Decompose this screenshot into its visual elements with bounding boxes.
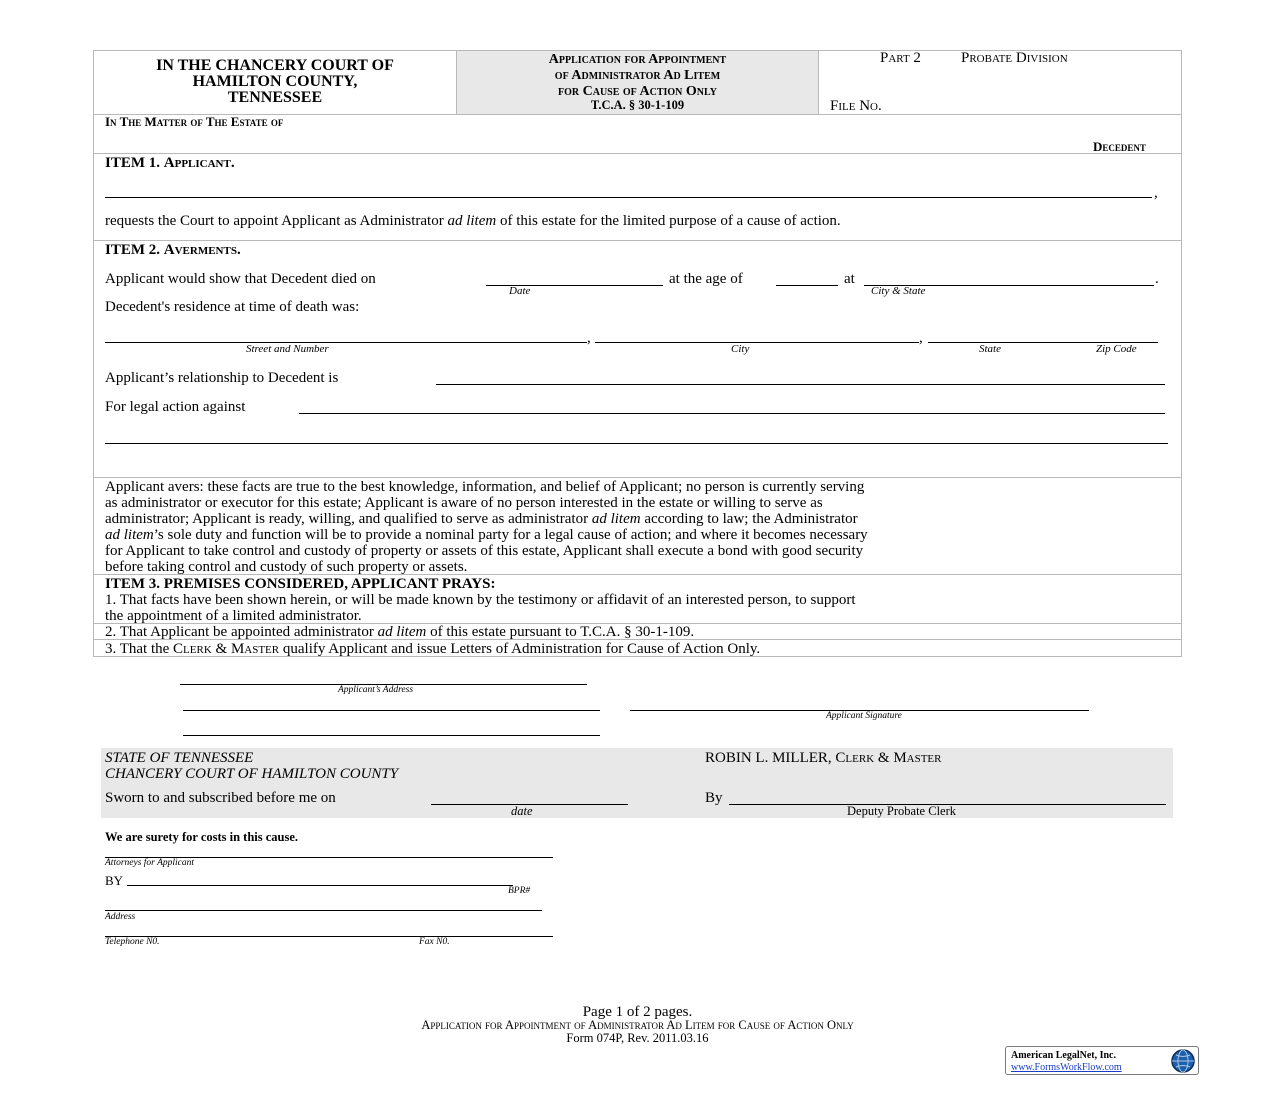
street-caption: Street and Number [246,343,329,355]
city-field[interactable] [595,342,919,343]
comma: , [1154,185,1158,201]
surety-by-field[interactable] [127,885,513,886]
file-no-label: File No. [830,98,882,114]
died-on-label: Applicant would show that Decedent died on [105,271,376,287]
badge-url[interactable]: www.FormsWorkFlow.com [1011,1062,1122,1073]
applicant-address-caption: Applicant’s Address [338,685,414,695]
sworn-date-caption: date [511,804,533,818]
city-caption: City [731,343,750,355]
legal-action-field-2[interactable] [105,443,1168,444]
fax-caption: Fax N0. [419,937,450,947]
legal-action-field[interactable] [299,413,1165,414]
item1-text: requests the Court to appoint Applicant as Administrator ad litem of this estate for the limited purpose of a cause of action. [105,213,841,229]
bpr-caption: BPR# [508,886,531,896]
decedent-label: Decedent [1093,139,1146,154]
prayer-1: 1. That facts have been shown herein, or will be made known by the testimony or affidavit of an interested person, to support the appointment of a limited administrator. [105,592,856,624]
surety-heading: We are surety for costs in this cause. [105,830,299,844]
form-title: Application for Appointment of Administrator Ad Litem for Cause of Action Only [548,52,727,99]
street-field[interactable] [105,342,587,343]
sworn-label: Sworn to and subscribed before me on [105,790,336,806]
page-number: Page 1 of 2 pages. [582,1004,693,1020]
age-label: at the age of [669,271,743,287]
relationship-field[interactable] [436,384,1165,385]
applicant-name-field[interactable] [105,197,1152,198]
court-name: IN THE CHANCERY COURT OF HAMILTON COUNTY, TENNESSEE [156,57,394,106]
comma: , [587,330,591,346]
prayer-2: 2. That Applicant be appointed administrator ad litem of this estate pursuant to T.C.A. § 30-1-109. [105,624,695,640]
age-field[interactable] [776,285,838,286]
legal-action-label: For legal action against [105,399,246,415]
applicant-signature-caption: Applicant Signature [826,711,902,721]
part-label: Part 2 [880,50,921,66]
divider [93,240,1182,241]
zip-caption: Zip Code [1096,343,1137,355]
clerk-name: ROBIN L. MILLER, Clerk & Master [705,750,942,766]
division-label: Probate Division [961,50,1068,66]
state-caption: State [979,343,1001,355]
period: . [1155,271,1159,287]
telephone-fax-field[interactable] [105,936,553,937]
relationship-label: Applicant’s relationship to Decedent is [105,370,339,386]
form-statute: T.C.A. § 30-1-109 [590,98,685,112]
residence-label: Decedent's residence at time of death was: [105,299,360,315]
prayer-3: 3. That the Clerk & Master qualify Applicant and issue Letters of Administration for Cause of Action Only. [105,641,761,657]
city-state-caption: City & State [871,285,926,297]
oath-block [101,748,1173,818]
item2-heading: ITEM 2. Averments. [105,242,241,258]
form-number: Form 074P, Rev. 2011.03.16 [566,1031,709,1045]
applicant-address-field-2[interactable] [183,710,600,711]
item3-heading: ITEM 3. PREMISES CONSIDERED, APPLICANT PRAYS: [105,576,496,592]
item1-heading: ITEM 1. Applicant. [105,155,235,171]
americanlegalnet-badge[interactable] [1005,1046,1199,1075]
badge-company: American LegalNet, Inc. [1011,1050,1116,1061]
telephone-caption: Telephone N0. [105,937,160,947]
at-label: at [844,271,855,287]
surety-by-label: BY [105,873,124,888]
attorneys-caption: Attorneys for Applicant [105,858,195,868]
deputy-caption: Deputy Probate Clerk [847,804,957,818]
divider [93,477,1182,478]
applicant-address-field-3[interactable] [183,735,600,736]
averments-paragraph: Applicant avers: these facts are true to the best knowledge, information, and belief of Applicant; no person is currently serving as administrator or executor for this estate; Applicant is aware of no person interested in the estate or willing to serve as administrator; Applicant is ready, willing, and qualified to serve as administrator ad litem according to law; the Administrator ad litem’s sole duty and function will be to provide a nominal party for a legal cause of action; and where it becomes necessary for Applicant to take control and custody of property or assets of this estate, Applicant shall execute a bond with good security before taking control and custody of such property or assets. [105,479,868,575]
state-label: STATE OF TENNESSEE [105,750,254,766]
address-caption: Address [105,912,136,922]
globe-icon [1170,1048,1196,1074]
estate-label: In The Matter of The Estate of [105,114,284,129]
surety-address-field[interactable] [105,910,542,911]
comma: , [919,330,923,346]
footer-title: Application for Appointment of Administrator Ad Litem for Cause of Action Only [421,1018,854,1032]
date-caption: Date [509,285,531,297]
court-label: CHANCERY COURT OF HAMILTON COUNTY [105,766,399,782]
by-label: By [705,790,723,806]
divider [93,153,1182,154]
